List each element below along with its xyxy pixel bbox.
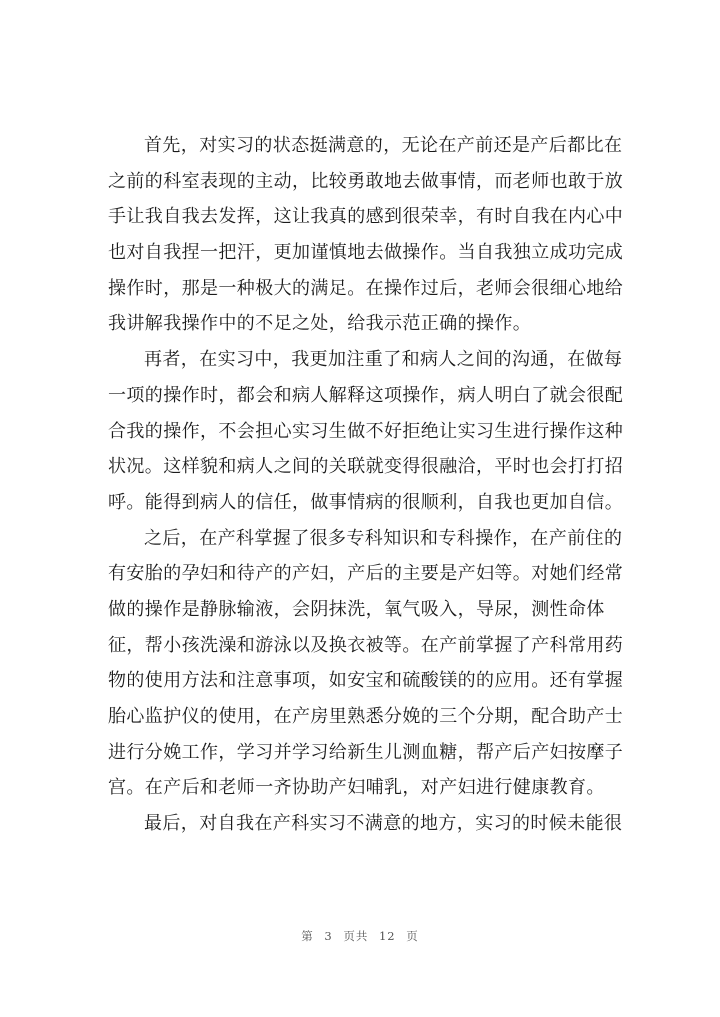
text-line: 首先，对实习的状态挺满意的，无论在产前还是产后都比在 xyxy=(144,135,623,156)
text-line: 我讲解我操作中的不足之处，给我示范正确的操作。 xyxy=(108,313,532,335)
text-line: 之后，在产科掌握了很多专科知识和专科操作，在产前住的 xyxy=(144,527,623,549)
page-number-footer: 第 3 页共 12 页 xyxy=(301,929,419,943)
text-line: 呼。能得到病人的信任，做事情病的很顺利，自我也更加自信。 xyxy=(108,491,624,513)
text-line: 宫。在产后和老师一齐协助产妇哺乳，对产妇进行健康教育。 xyxy=(108,777,605,799)
text-line: 也对自我捏一把汗，更加谨慎地去做操作。当自我独立成功完成 xyxy=(108,242,624,264)
text-line: 征，帮小孩洗澡和游泳以及换衣被等。在产前掌握了产科常用药 xyxy=(108,634,624,656)
text-line: 手让我自我去发挥，这让我真的感到很荣幸，有时自我在内心中 xyxy=(108,206,624,228)
paragraph xyxy=(108,521,624,807)
text-line: 再者，在实习中，我更加注重了和病人之间的沟通，在做每 xyxy=(144,349,623,371)
paragraph xyxy=(108,806,623,842)
text-line: 一项的操作时，都会和病人解释这项操作，病人明白了就会很配 xyxy=(108,384,624,406)
text-line: 之前的科室表现的主动，比较勇敢地去做事情，而老师也敢于放 xyxy=(108,170,624,192)
paragraph xyxy=(108,342,624,520)
text-line: 做的操作是静脉输液，会阴抹洗，氧气吸入，导尿，测性命体 xyxy=(108,598,605,620)
text-line: 物的使用方法和注意事项，如安宝和硫酸镁的的应用。还有掌握 xyxy=(108,670,624,692)
text-line: 最后，对自我在产科实习不满意的地方，实习的时候未能很 xyxy=(144,813,623,835)
document-body xyxy=(108,128,624,842)
text-line: 有安胎的孕妇和待产的产妇，产后的主要是产妇等。对她们经常 xyxy=(108,563,624,585)
text-line: 进行分娩工作，学习并学习给新生儿测血糖，帮产后产妇按摩子 xyxy=(108,741,624,763)
text-line: 操作时，那是一种极大的满足。在操作过后，老师会很细心地给 xyxy=(108,277,624,299)
text-line: 状况。这样貌和病人之间的关联就变得很融洽，平时也会打打招 xyxy=(108,456,624,478)
paragraph xyxy=(108,128,624,342)
text-line: 合我的操作，不会担心实习生做不好拒绝让实习生进行操作这种 xyxy=(108,420,624,442)
text-line: 胎心监护仪的使用，在产房里熟悉分娩的三个分期，配合助产士 xyxy=(108,706,624,727)
